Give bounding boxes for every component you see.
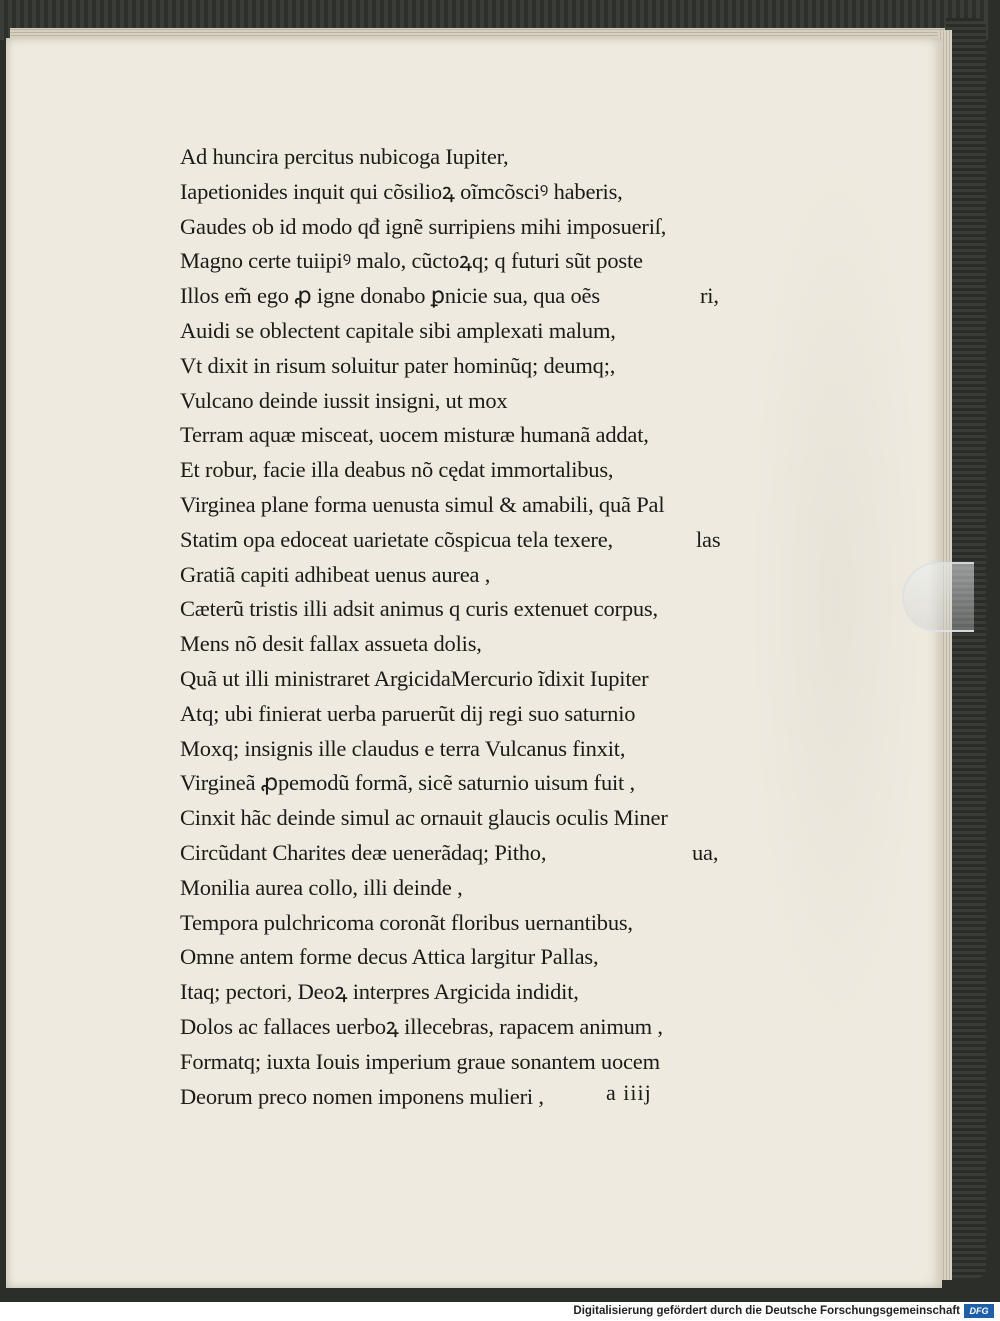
text-line	[180, 418, 750, 453]
line-continuation: ua,	[692, 839, 719, 865]
line-text: Iapetionides inquit qui cõsilioꝝ oĩmcõsciꝰ haberis,	[180, 178, 623, 204]
line-text: Monilia aurea collo, illi deinde ,	[180, 874, 463, 900]
line-text: Ad huncira percitus nubicoga Iupiter,	[180, 144, 509, 169]
text-line	[180, 940, 750, 975]
line-text: Auidi se oblectent capitale sibi amplexati malum,	[180, 317, 616, 343]
line-text: Tempora pulchricoma coronãt floribus uernantibus,	[180, 909, 633, 935]
line-text: Moxq; insignis ille claudus e terra Vulcanus finxit,	[180, 735, 626, 761]
text-line	[180, 592, 750, 627]
text-line	[180, 523, 750, 558]
text-line	[180, 279, 750, 314]
line-text: Et robur, facie illa deabus nõ cędat immortalibus,	[180, 457, 614, 483]
text-line	[180, 488, 750, 523]
line-text: Statim opa edoceat uarietate cõspicua tela texere,	[180, 526, 613, 552]
line-text: Dolos ac fallaces uerboꝝ illecebras, rapacem animum ,	[180, 1013, 663, 1039]
line-text: Vt dixit in risum soluitur pater hominũq; deumq;,	[180, 352, 616, 378]
line-text: Quã ut illi ministraret ArgicidaMercurio ĩdixit Iupiter	[180, 665, 649, 691]
footer-bar	[0, 1302, 1000, 1321]
signature-mark: a iiij	[606, 1080, 652, 1105]
line-text: Magno certe tuiipiꝰ malo, cũctoꝝq; q futuri sũt poste	[180, 248, 643, 274]
line-text: Formatq; iuxta Iouis imperium graue sonantem uocem	[180, 1048, 660, 1074]
text-line	[180, 697, 750, 732]
line-text: Circũdant Charites deæ uenerãdaq; Pitho,	[180, 839, 547, 865]
line-text: Omne antem forme decus Attica largitur Pallas,	[180, 944, 599, 970]
text-block	[180, 140, 750, 1114]
text-line	[180, 210, 750, 245]
line-text: Atq; ubi finierat uerba paruerũt dij regi suo saturnio	[180, 700, 636, 726]
text-line	[180, 627, 750, 662]
text-line	[180, 1045, 750, 1080]
line-text: Deorum preco nomen imponens mulieri ,	[180, 1083, 544, 1109]
text-line	[180, 244, 750, 279]
line-continuation: las	[696, 526, 721, 552]
text-line	[180, 453, 750, 488]
line-text: Cinxit hãc deinde simul ac ornauit glaucis oculis Miner	[180, 805, 668, 831]
text-line	[180, 175, 750, 210]
show-through-shadow	[746, 148, 926, 1048]
line-text: Virgineã ꝓpemodũ formã, sicẽ saturnio uisum fuit ,	[180, 770, 635, 796]
line-text: Terram aquæ misceat, uocem misturæ humanã addat,	[180, 422, 649, 448]
text-line	[180, 732, 750, 767]
dfg-logo: DFG	[964, 1304, 994, 1318]
page-clip	[902, 562, 974, 632]
text-line	[180, 1010, 750, 1045]
cover-right-edge	[946, 18, 986, 1278]
text-line	[180, 384, 750, 419]
text-line	[180, 836, 750, 871]
line-text: Cæterũ tristis illi adsit animus q curis extenuet corpus,	[180, 596, 658, 622]
text-line	[180, 662, 750, 697]
line-text: Vulcano deinde iussit insigni, ut mox	[180, 387, 508, 413]
text-line	[180, 1080, 750, 1115]
text-line	[180, 975, 750, 1010]
line-text: Gratiã capiti adhibeat uenus aurea ,	[180, 561, 491, 587]
line-continuation: ri,	[700, 283, 719, 309]
footer-credit: Digitalisierung gefördert durch die Deutsche Forschungsgemeinschaft	[573, 1305, 960, 1317]
text-line	[180, 766, 750, 801]
text-line	[180, 140, 750, 175]
text-line	[180, 349, 750, 384]
text-line	[180, 801, 750, 836]
text-line	[180, 906, 750, 941]
text-line	[180, 558, 750, 593]
line-text: Mens nõ desit fallax assueta dolis,	[180, 631, 482, 657]
line-text: Gaudes ob id modo qđ ignẽ surripiens mihi imposueriſ,	[180, 213, 667, 239]
line-text: Itaq; pectori, Deoꝝ interpres Argicida indidit,	[180, 979, 579, 1005]
line-text: Illos em̃ ego ꝓ igne donabo ꝑnicie sua, qua oẽs	[180, 283, 600, 309]
text-line	[180, 314, 750, 349]
line-text: Virginea plane forma uenusta simul & amabili, quã Pal	[180, 491, 665, 517]
text-line	[180, 871, 750, 906]
